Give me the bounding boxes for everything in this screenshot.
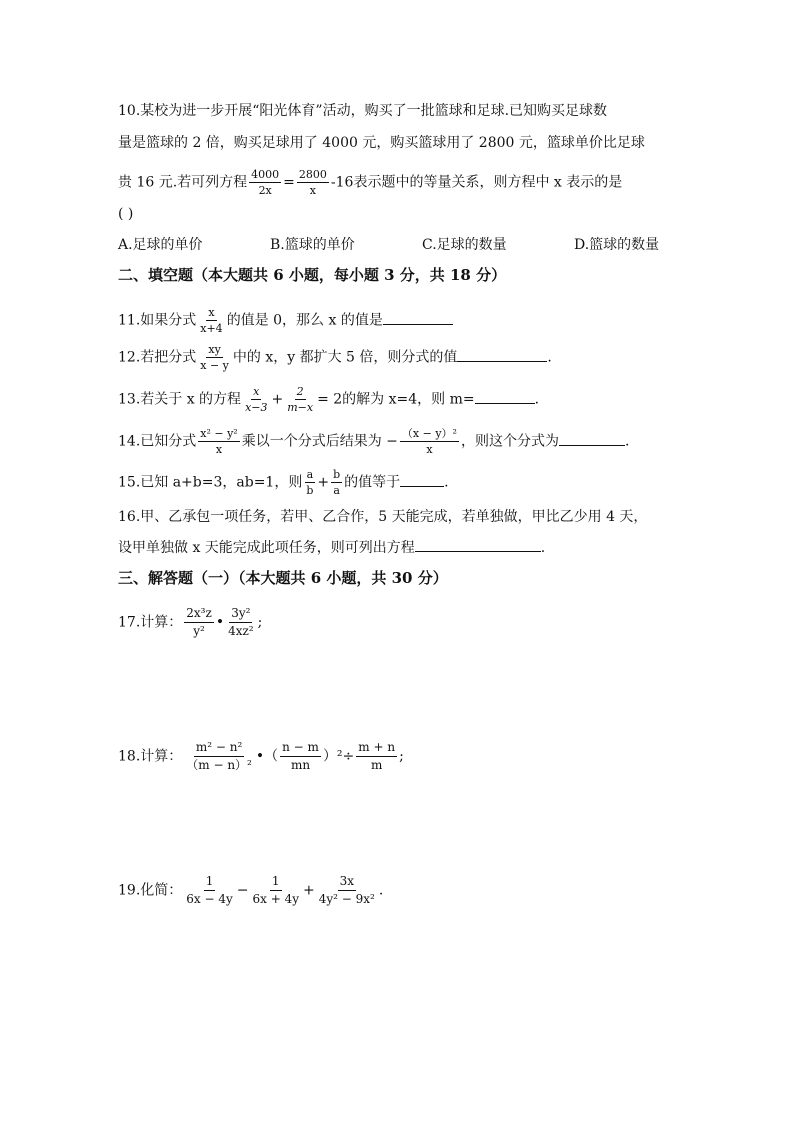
fraction-denominator: x	[426, 443, 433, 456]
q16-line1: 16.甲、乙承包一项任务，若甲、乙合作，5 天能完成，若单独做，甲比乙少用 4 天，	[118, 509, 648, 525]
fraction-numerator: 4000	[251, 168, 280, 181]
section-2-heading: 二、填空题（本大题共 6 小题，每小题 3 分，共 18 分）	[118, 266, 507, 284]
fraction-numerator: a	[306, 468, 314, 481]
q19-plus: +	[303, 882, 315, 899]
q19-fraction-2	[251, 874, 302, 907]
q17-dot: •	[215, 614, 225, 631]
q12-post: 中的 x，y 都扩大 5 倍，则分式的值	[232, 349, 458, 366]
q12-end: .	[547, 349, 552, 366]
q14-pre: 14.已知分式	[118, 433, 197, 450]
q16-line2-pre: 设甲单独做 x 天能完成此项任务，则可列出方程	[118, 540, 415, 556]
fraction-numerator: 1	[270, 874, 282, 891]
q19-fraction-3	[317, 874, 377, 907]
fraction-denominator: x	[215, 443, 223, 456]
fraction-numerator: （x − y）²	[401, 427, 457, 440]
q13-fraction-2	[285, 385, 315, 414]
fraction-denominator: y²	[193, 624, 205, 638]
q14-fraction-1	[198, 427, 239, 456]
fraction-numerator: b	[333, 468, 341, 481]
fraction-denominator: （m − n）²	[186, 758, 252, 772]
fraction-denominator: 2x	[258, 184, 272, 197]
q19-fraction-1	[184, 874, 235, 907]
q15-plus: +	[317, 474, 330, 491]
fraction-denominator: x	[309, 184, 317, 197]
fraction-denominator: m	[370, 758, 383, 772]
q18-mid: •（	[255, 748, 279, 765]
q15-line	[118, 468, 449, 497]
fraction-denominator: b	[306, 484, 314, 497]
fraction-numerator: 1	[204, 874, 216, 891]
fraction-numerator: x² − y²	[200, 427, 238, 440]
q13-pre: 13.若关于 x 的方程	[118, 391, 242, 408]
fraction-numerator: 2x³z	[184, 606, 214, 623]
fraction-denominator: 4y² − 9x²	[318, 892, 375, 906]
q16-line2	[118, 537, 545, 558]
fraction-denominator: x+4	[200, 322, 223, 335]
fraction-denominator: 6x + 4y	[252, 892, 299, 906]
fraction-denominator: 6x − 4y	[186, 892, 233, 906]
q12-answer-blank[interactable]	[457, 347, 547, 362]
q15-answer-blank[interactable]	[400, 472, 444, 487]
fraction-denominator: x − y	[200, 359, 229, 372]
q10-line1: 10.某校为进一步开展“阳光体育”活动，购买了一批篮球和足球.已知购买足球数	[118, 103, 608, 119]
q15-pre: 15.已知 a+b=3，ab=1，则	[118, 474, 303, 491]
q13-post: = 2的解为 x=4，则 m=	[317, 391, 475, 408]
fraction-numerator: 2800	[298, 168, 327, 181]
q19-minus: −	[236, 882, 249, 899]
q10-option-a: A.足球的单价	[118, 237, 203, 253]
section-3-heading: 三、解答题（一）（本大题共 6 小题，共 30 分）	[118, 569, 448, 587]
q18-pre: 18.计算：	[118, 748, 183, 765]
fraction-numerator: 2	[296, 385, 304, 398]
q11-answer-blank[interactable]	[383, 310, 453, 325]
q13-end: .	[534, 391, 540, 408]
fraction-numerator: x	[208, 306, 215, 319]
q10-line2: 量是篮球的 2 倍，购买足球用了 4000 元，购买篮球用了 2800 元，篮球单价比足球	[118, 135, 645, 151]
q10-line3-post: -16表示题中的等量关系，则方程中 x 表示的是	[330, 174, 623, 191]
q13-fraction-1	[243, 385, 269, 414]
q18-fraction-2	[280, 740, 321, 773]
q12-line	[118, 343, 552, 372]
q17-line	[118, 606, 262, 639]
fraction-numerator: m + n	[356, 740, 397, 757]
q16-end: .	[540, 540, 546, 556]
q10-option-c: C.足球的数量	[422, 237, 507, 253]
q14-mid: 乘以一个分式后结果为 −	[241, 433, 398, 450]
q14-end: .	[624, 433, 630, 450]
q14-line	[118, 427, 629, 456]
q13-line	[118, 385, 539, 414]
q12-pre: 12.若把分式	[118, 349, 197, 366]
fraction-denominator: x−3	[245, 401, 268, 414]
fraction-numerator: xy	[208, 343, 221, 356]
q17-pre: 17.计算：	[118, 614, 183, 631]
q10-option-b: B.篮球的单价	[270, 237, 355, 253]
fraction-numerator: x	[253, 385, 260, 398]
q15-post: 的值等于	[344, 474, 401, 491]
q18-fraction-1	[184, 740, 254, 773]
q10-line3-pre: 贵 16 元.若可列方程	[118, 174, 248, 191]
q10-fraction-2	[297, 168, 329, 197]
q15-end: .	[444, 474, 449, 491]
q17-end: ;	[257, 614, 263, 631]
q15-fraction-2	[331, 468, 342, 497]
q14-answer-blank[interactable]	[559, 431, 625, 446]
q10-answer-paren: ( )	[118, 206, 134, 222]
q11-pre: 11.如果分式	[118, 312, 197, 329]
q15-fraction-1	[304, 468, 315, 497]
q16-answer-blank[interactable]	[415, 537, 541, 552]
fraction-denominator: a	[333, 484, 340, 497]
fraction-denominator: 4xz²	[228, 624, 254, 638]
q11-fraction	[198, 306, 224, 335]
q14-post: ，则这个分式为	[460, 433, 559, 450]
q13-answer-blank[interactable]	[475, 389, 535, 404]
fraction-denominator: m−x	[287, 401, 314, 414]
q10-option-d: D.篮球的数量	[574, 237, 660, 253]
q17-fraction-2	[226, 606, 256, 639]
q11-post: 的值是 0，那么 x 的值是	[226, 312, 383, 329]
q13-plus: +	[271, 391, 284, 408]
q11-line	[118, 306, 453, 335]
q10-line3	[118, 168, 622, 197]
fraction-denominator: mn	[290, 758, 311, 772]
q10-fraction-1	[249, 168, 281, 197]
fraction-numerator: m² − n²	[194, 740, 244, 757]
q18-line	[118, 740, 404, 773]
q18-mid2: ）²÷	[322, 748, 355, 765]
fraction-numerator: 3y²	[229, 606, 252, 623]
q19-pre: 19.化简：	[118, 882, 183, 899]
q17-fraction-1	[184, 606, 214, 639]
q14-fraction-2	[400, 427, 459, 456]
fraction-numerator: n − m	[280, 740, 321, 757]
q19-end: .	[378, 882, 384, 899]
fraction-numerator: 3x	[338, 874, 356, 891]
q12-fraction	[198, 343, 231, 372]
q10-options	[118, 235, 659, 255]
q18-fraction-3	[356, 740, 397, 773]
q18-end: ;	[399, 748, 404, 765]
q10-equals: =	[283, 174, 295, 191]
q19-line	[118, 874, 383, 907]
